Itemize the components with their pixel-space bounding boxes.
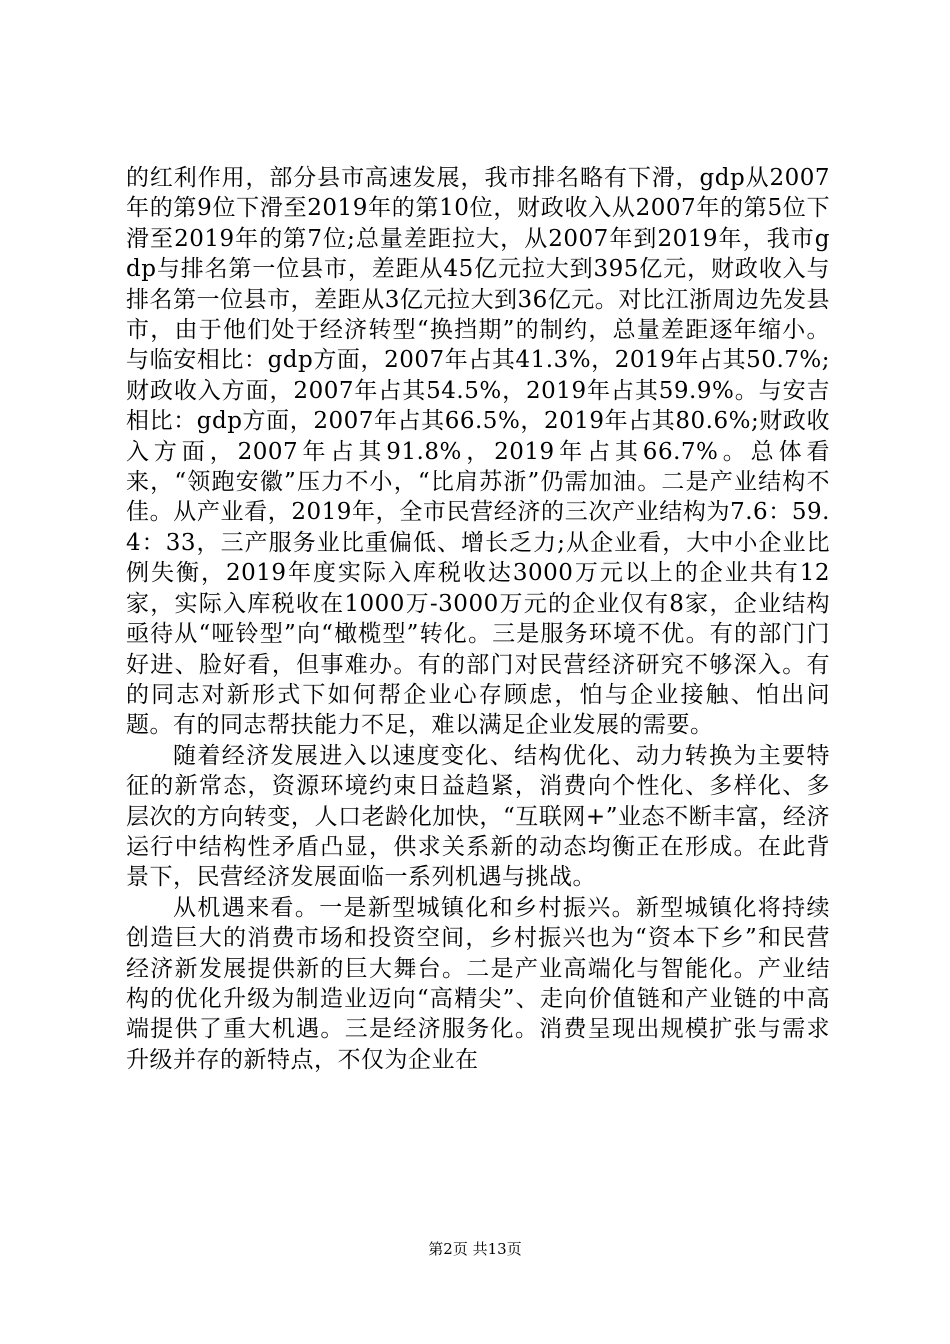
document-body (126, 163, 830, 1075)
page-number-footer: 第2页 共13页 (428, 1240, 522, 1258)
paragraph-background: 随着经济发展进入以速度变化、结构优化、动力转换为主要特征的新常态，资源环境约束日益趋紧，消费向个性化、多样化、多层次的方向转变，人口老龄化加快，“互联网+”业态不断丰富，经济运行中结构性矛盾凸显，供求关系新的动态均衡正在形成。在此背景下，民营经济发展面临一系列机遇与挑战。 (126, 742, 830, 891)
paragraph-opportunities: 从机遇来看。一是新型城镇化和乡村振兴。新型城镇化将持续创造巨大的消费市场和投资空间，乡村振兴也为“资本下乡”和民营经济新发展提供新的巨大舞台。二是产业高端化与智能化。产业结构的优化升级为制造业迈向“高精尖”、走向价值链和产业链的中高端提供了重大机遇。三是经济服务化。消费呈现出规模扩张与需求升级并存的新特点，不仅为企业在 (126, 894, 830, 1073)
paragraph-continued: 的红利作用，部分县市高速发展，我市排名略有下滑，gdp从2007年的第9位下滑至2019年的第10位，财政收入从2007年的第5位下滑至2019年的第7位;总量差距拉大，从2007年到2019年，我市gdp与排名第一位县市，差距从45亿元拉大到395亿元，财政收入与排名第一位县市，差距从3亿元拉大到36亿元。对比江浙周边先发县市，由于他们处于经济转型“换挡期”的制约，总量差距逐年缩小。与临安相比：gdp方面，2007年占其41.3%，2019年占其50.7%;财政收入方面，2007年占其54.5%，2019年占其59.9%。与安吉相比：gdp方面，2007年占其66.5%，2019年占其80.6%;财政收入方面，2007年占其91.8%，2019年占其66.7%。总体看来，“领跑安徽”压力不小，“比肩苏浙”仍需加油。二是产业结构不佳。从产业看，2019年，全市民营经济的三次产业结构为7.6：59.4：33，三产服务业比重偏低、增长乏力;从企业看，大中小企业比例失衡，2019年度实际入库税收达3000万元以上的企业共有12家，实际入库税收在1000万-3000万元的企业仅有8家，企业结构亟待从“哑铃型”向“橄榄型”转化。三是服务环境不优。有的部门门好进、脸好看，但事难办。有的部门对民营经济研究不够深入。有的同志对新形式下如何帮企业心存顾虑，怕与企业接触、怕出问题。有的同志帮扶能力不足，难以满足企业发展的需要。 (126, 165, 830, 739)
